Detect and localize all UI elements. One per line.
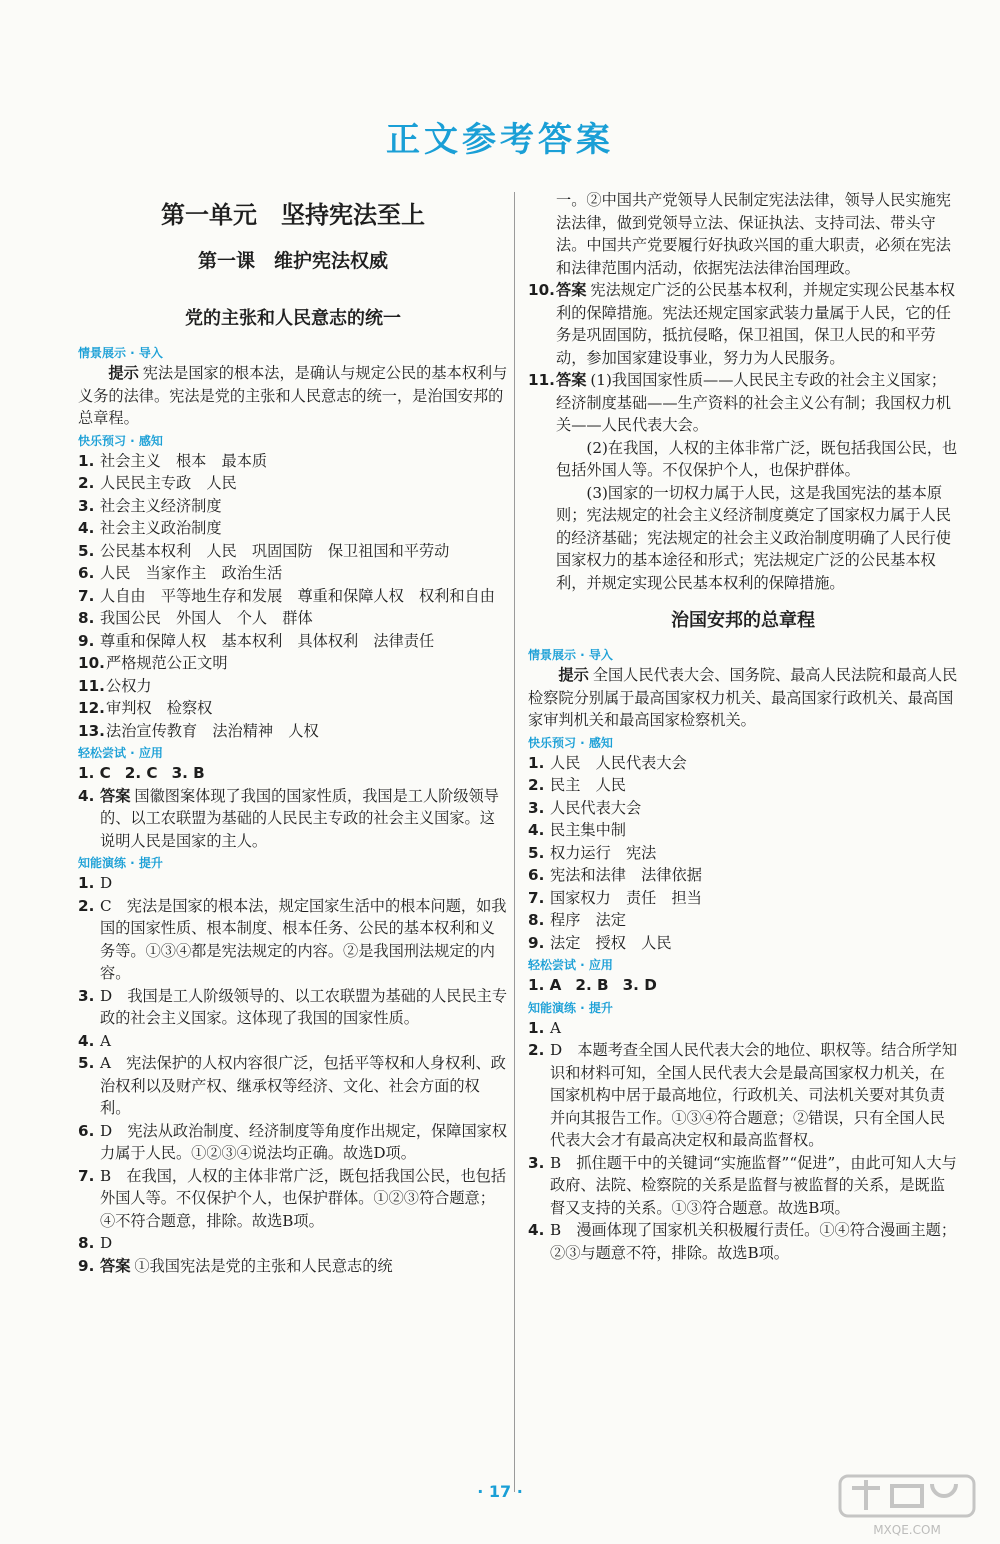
list-item: 5. 公民基本权利 人民 巩固国防 保卫祖国和平劳动 (78, 541, 450, 560)
list-item: 5. 权力运行 宪法 (528, 843, 657, 862)
list-item: 4. A (78, 1031, 111, 1050)
answer-9: 9. 答案 ①我国宪法是党的主张和人民意志的统 (78, 1256, 393, 1275)
list-item: 6. 人民 当家作主 政治生活 (78, 564, 283, 582)
list-item: 3. B 抓住题干中的关键词“实施监督”“促进”，由此可知人大与政府、法院、检察院的关系是监督与被监督的关系，是既监督又支持的关系。①③符合题意。故选B项。 (528, 1153, 957, 1217)
list-item: 1. 人民 人民代表大会 (528, 753, 687, 772)
list-item: 4. B 漫画体现了国家机关积极履行责任。①④符合漫画主题；②③与题意不符，排除。故选B项。 (528, 1221, 957, 1262)
watermark-text: MXQE.COM (873, 1523, 941, 1537)
list-item: 3. 社会主义经济制度 (78, 496, 222, 515)
section-title: 党的主张和人民意志的统一 (185, 308, 401, 329)
page-title: 正文参考答案 (386, 120, 614, 160)
subhead-scenario-2: 情景展示 · 导入 (528, 648, 613, 662)
list-item: 8. 我国公民 外国人 个人 群体 (78, 609, 313, 627)
list-item: 7. B 在我国，人权的主体非常广泛，既包括我国公民，也包括外国人等。不仅保护个人，也保护群体。①②③符合题意；④不符合题意，排除。故选B项。 (78, 1166, 507, 1230)
preview-list (78, 450, 508, 743)
list-item: 1. D (78, 874, 113, 892)
list-item: 2. D 本题考查全国人民代表大会的地位、职权等。结合所学知识和材料可知，全国人民代表大会是最高国家权力机关，在国家机构中居于最高地位，行政机关、司法机关要对其负责并向其报告工作。①③④符合题意；②错误，只有全国人民代表大会才有最高决定权和最高监督权。 (528, 1041, 958, 1149)
hint-label: 提示 (558, 666, 589, 684)
answer-11: 11. 答案 (1)我国国家性质——人民民主专政的社会主义国家；经济制度基础——生产资料的社会主义公有制；我国权力机关——人民代表大会。 (528, 371, 951, 434)
try-answers: 1. C 2. C 3. B (78, 764, 205, 782)
hint-label: 提示 (108, 364, 139, 382)
list-item: 6. D 宪法从政治制度、经济制度等角度作出规定，保障国家权力属于人民。①②③④说法均正确。故选D项。 (78, 1121, 508, 1162)
list-item: 7. 人自由 平等地生存和发展 尊重和保障人权 权利和自由 (78, 586, 495, 605)
answer-10: 10. 答案 宪法规定广泛的公民基本权利，并规定实现公民基本权利的保障措施。宪法还规定国家武装力量属于人民，它的任务是巩固国防，抵抗侵略，保卫祖国，保卫人民的和平劳动，参加国家建设事业，努力为人民服务。 (528, 281, 955, 367)
intro-hint (78, 362, 508, 430)
list-item: 9. 法定 授权 人民 (528, 933, 672, 952)
list-item: 9. 尊重和保障人权 基本权利 具体权利 法律责任 (78, 631, 435, 650)
list-item: 5. A 宪法保护的人权内容很广泛，包括平等权和人身权利、政治权利以及财产权、继承权等经济、文化、社会方面的权利。 (78, 1054, 506, 1117)
drill-list-2 (528, 1017, 958, 1265)
list-item: 8. D (78, 1234, 113, 1252)
subhead-scenario: 情景展示 · 导入 (78, 346, 163, 360)
answer-11-part3: (3)国家的一切权力属于人民，这是我国宪法的基本原则；宪法规定的社会主义经济制度奠定了国家权力属于人民的经济基础；宪法规定的社会主义政治制度明确了人民行使国家权力的基本途径和形式；宪法规定广泛的公民基本权利，并规定实现公民基本权利的保障措施。 (556, 483, 951, 592)
subhead-drill: 知能演练 · 提升 (78, 856, 163, 870)
list-item: 3. 人民代表大会 (528, 798, 642, 817)
right-column (528, 189, 958, 1264)
list-item: 7. 国家权力 责任 担当 (528, 888, 702, 907)
watermark-logo (832, 1470, 982, 1540)
list-item: 3. D 我国是工人阶级领导的、以工农联盟为基础的人民民主专政的社会主义国家。这体现了我国的国家性质。 (78, 986, 508, 1027)
page-number: · 17 · (477, 1482, 523, 1501)
try-answer-4: 4. 答案 国徽图案体现了我国的国家性质，我国是工人阶级领导的、以工农联盟为基础的人民民主专政的社会主义国家。这说明人民是国家的主人。 (78, 786, 499, 850)
list-item: 1. 社会主义 根本 最本质 (78, 451, 268, 470)
try-answers-2: 1. A 2. B 3. D (528, 976, 657, 994)
list-item: 2. 民主 人民 (528, 776, 626, 794)
subhead-drill-2: 知能演练 · 提升 (528, 1000, 613, 1015)
list-item: 2. 人民民主专政 人民 (78, 474, 237, 492)
subhead-try-2: 轻松尝试 · 应用 (528, 958, 613, 972)
list-item: 6. 宪法和法律 法律依据 (528, 866, 702, 884)
list-item: 2. C 宪法是国家的根本法，规定国家生活中的根本问题，如我国的国家性质、根本制度、根本任务、公民的基本权利和义务等。①③④都是宪法规定的内容。②是我国刑法规定的内容。 (78, 896, 507, 982)
drill-list (78, 872, 508, 1255)
column-divider (514, 192, 515, 1492)
intro-hint-2 (528, 664, 958, 732)
list-item: 10. 严格规范公正文明 (78, 654, 228, 672)
preview-list-2 (528, 752, 958, 955)
list-item: 13. 法治宣传教育 法治精神 人权 (78, 721, 319, 740)
section-title-2: 治国安邦的总章程 (671, 610, 815, 631)
unit-title: 第一单元 坚持宪法至上 (161, 201, 425, 229)
hint-text: 全国人民代表大会、国务院、最高人民法院和最高人民检察院分别属于最高国家权力机关、最高国家行政机关、最高国家审判机关和最高国家检察机关。 (528, 666, 958, 729)
list-item: 1. A (528, 1018, 561, 1037)
left-column (78, 200, 508, 1277)
subhead-preview: 快乐预习 · 感知 (78, 433, 163, 448)
lesson-title: 第一课 维护宪法权威 (197, 250, 388, 272)
subhead-preview-2: 快乐预习 · 感知 (528, 735, 613, 750)
list-item: 12. 审判权 检察权 (78, 699, 213, 717)
answer-9-continued: 一。②中国共产党领导人民制定宪法法律，领导人民实施宪法法律，做到党领导立法、保证执法、支持司法、带头守法。中国共产党要履行好执政兴国的重大职责，必须在宪法和法律范围内活动，依据宪法法律治国理政。 (556, 191, 951, 277)
answer-11-part2: (2)在我国，人权的主体非常广泛，既包括我国公民，也包括外国人等。不仅保护个人，也保护群体。 (556, 438, 958, 479)
list-item: 4. 社会主义政治制度 (78, 519, 222, 537)
list-item: 8. 程序 法定 (528, 911, 626, 929)
list-item: 11. 公权力 (78, 676, 152, 695)
subhead-try: 轻松尝试 · 应用 (78, 746, 163, 760)
hint-text: 宪法是国家的根本法，是确认与规定公民的基本权利与义务的法律。宪法是党的主张和人民意志的统一，是治国安邦的总章程。 (78, 364, 508, 427)
list-item: 4. 民主集中制 (528, 821, 626, 839)
